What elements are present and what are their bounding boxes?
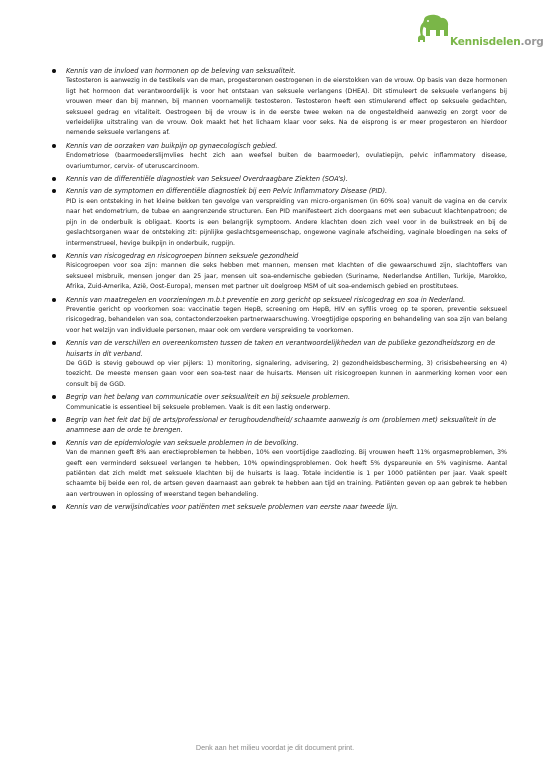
item-heading: Begrip van het feit dat bij de arts/professional er terughoudendheid/ schaamte aanwezig is om (problemen met) seksualiteit in de anamnese aan de orde te brengen. bbox=[66, 416, 497, 435]
bullet-icon bbox=[52, 441, 56, 445]
list-item bbox=[52, 174, 507, 184]
list-item bbox=[52, 338, 507, 390]
site-logo bbox=[416, 12, 544, 52]
item-body: Endometriose (baarmoederslijmvlies hecht zich aan weefsel buiten de baarmoeder), ovulatiepijn, pelvic inflammatory disease, ovariumtumor, cervix- of uteruscarcinoom. bbox=[66, 152, 507, 170]
logo-tld: .org bbox=[520, 36, 544, 48]
item-heading: Kennis van de invloed van hormonen op de beleving van seksualiteit. bbox=[66, 67, 296, 75]
item-body: Risicogroepen voor soa zijn: mannen die seks hebben met mannen, mensen met klachten of die gewaarschuwd zijn, slachtoffers van seksueel misbruik, mensen jonger dan 25 jaar, mensen uit soa-endemische gebieden (Suriname, Nederlandse Antillen, Turkije, Marokko, Afrika, Zuid-Amerika, Azië, Oost-Europa), mensen met partner uit doelgroep MSM of uit soa-endemisch gebied en prostitutees. bbox=[66, 262, 507, 291]
item-heading: Kennis van maatregelen en voorzieningen m.b.t preventie en zorg gericht op seksueel risicogedrag en soa in Nederland. bbox=[66, 295, 466, 304]
item-heading: Kennis van de verschillen en overeenkomsten tussen de taken en verantwoordelijkheden van de publieke gezondheidszorg en de huisarts in dit verband. bbox=[66, 339, 496, 358]
item-heading: Kennis van risicogedrag en risicogroepen binnen seksuele gezondheid bbox=[66, 251, 299, 260]
logo-wordmark bbox=[450, 36, 544, 48]
logo-name: Kennisdelen bbox=[450, 36, 521, 48]
list-item bbox=[52, 141, 507, 172]
list-item bbox=[52, 438, 507, 500]
bullet-icon bbox=[52, 144, 56, 148]
item-heading: Kennis van de oorzaken van buikpijn op gynaecologisch gebied. bbox=[66, 141, 278, 150]
document-body bbox=[52, 66, 507, 515]
list-item bbox=[52, 66, 507, 139]
item-body: Communicatie is essentieel bij seksuele problemen. Vaak is dit een lastig onderwerp. bbox=[66, 403, 331, 411]
footer-note: Denk aan het milieu voordat je dit document print. bbox=[195, 743, 355, 752]
bullet-icon bbox=[52, 298, 56, 302]
item-heading: Begrip van het belang van communicatie over seksualiteit en bij seksuele problemen. bbox=[66, 393, 351, 402]
bullet-icon bbox=[52, 341, 56, 345]
list-item bbox=[52, 186, 507, 248]
item-heading: Kennis van de differentiële diagnostiek van Seksueel Overdraagbare Ziekten (SOA’s). bbox=[66, 175, 348, 184]
bullet-icon bbox=[52, 418, 56, 422]
item-heading: Kennis van de epidemiologie van seksuele problemen in de bevolking. bbox=[66, 438, 299, 447]
item-body: Van de mannen geeft 8% aan erectieproblemen te hebben, 10% een voortijdige zaadlozing. Bij vrouwen heeft 11% orgasmeproblemen, 3% geeft een verminderd seksueel verlangen te hebben, 10% opwindingsproblemen. Ook heeft 5% dyspareunie en 5% vaginisme. Aantal patiënten dat zich meldt met seksuele klachten bij de huisarts is laag. Totale incidentie is 1 per 1000 patiënten per jaar. Vaak speelt schaamte bij beide een rol, de artsen geven daarnaast aan gebrek te hebben aan tijd en training. Patiënten geven op aan gebrek te hebben aan vertrouwen in oplossing of weerstand tegen behandeling. bbox=[66, 449, 507, 498]
bullet-icon bbox=[52, 69, 56, 73]
bullet-icon bbox=[52, 254, 56, 258]
list-item bbox=[52, 251, 507, 293]
bullet-icon bbox=[52, 395, 56, 399]
item-body: PID is een ontsteking in het kleine bekken ten gevolge van verspreiding van micro-organismen (in 60% soa) vanuit de vagina en de cervix naar het endometrium, de tubae en aangrenzende structuren. Een PID manifesteert zich doorgaans met een subacuut klachtenpatroon; de pijn in de onderbuik is obligaat. Koorts is een belangrijk symptoom. Andere klachten doen zich veel voor in de buikstreek en bij de geslachtsorganen waar de ontsteking zit: pijnlijke geslachtsgemeenschap, ongewone vaginale afscheiding, vaginale bloedingen na seks of intermenstrueel, hevige buikpijn in onderbuik, rugpijn. bbox=[66, 197, 507, 247]
item-heading: Kennis van de verwijsindicaties voor patiënten met seksuele problemen van eerste naar tweede lijn. bbox=[66, 503, 399, 512]
bullet-icon bbox=[52, 189, 56, 193]
list-item bbox=[52, 392, 507, 413]
list-item bbox=[52, 502, 507, 512]
item-body: Testosteron is aanwezig in de testikels van de man, progesteronen oestrogenen in de eierstokken van de vrouw. Op basis van deze hormonen ligt het hormoon dat verantwoordelijk is voor het ontstaan van seksuele verlangens (DHEA). Dit stimuleert de seksuele verlangens bij vrouwen meer dan bij mannen, bij mannen voornamelijk testosteron. Testosteron heeft een stimulerend effect op seksuele gedachten, seksueel gedrag en vitaliteit. Oestrogeen bij de vrouw is in de eerste twee weken na de ongesteldheid aanwezig en zorgt voor de verleidelijke uitstraling van de vrouw. Ook maakt het het lichaam klaar voor seks. Na de eisprong is er meer progesteron en hierdoor nemende seksuele verlangens af. bbox=[66, 77, 507, 137]
bullet-icon bbox=[52, 177, 56, 181]
item-body: De GGD is stevig gebouwd op vier pijlers: 1) monitoring, signalering, advisering, 2) gezondheidsbescherming, 3) crisisbeheersing en 4) toezicht. De meeste mensen gaan voor een soa-test naar de huisarts. Mensen uit risicogroepen kunnen in aanmerking komen voor een consult bij de GGD. bbox=[66, 359, 507, 388]
list-item bbox=[52, 415, 507, 436]
item-body: Preventie gericht op voorkomen soa: vaccinatie tegen HepB, screening om HepB, HIV en syfilis vroeg op te sporen, preventie seksueel risicogedrag, behandelen van soa, contactonderzoeken partnerwaarschuwing. Vroegtijdige opsporing en behandeling van soa zijn van belang voor het welzijn van individuele personen, maar ook om verdere verspreiding te voorkomen. bbox=[66, 305, 507, 334]
item-heading: Kennis van de symptomen en differentiële diagnostiek bij een Pelvic Inflammatory Disease (PID). bbox=[66, 187, 388, 196]
list-item bbox=[52, 295, 507, 337]
bullet-icon bbox=[52, 505, 56, 509]
